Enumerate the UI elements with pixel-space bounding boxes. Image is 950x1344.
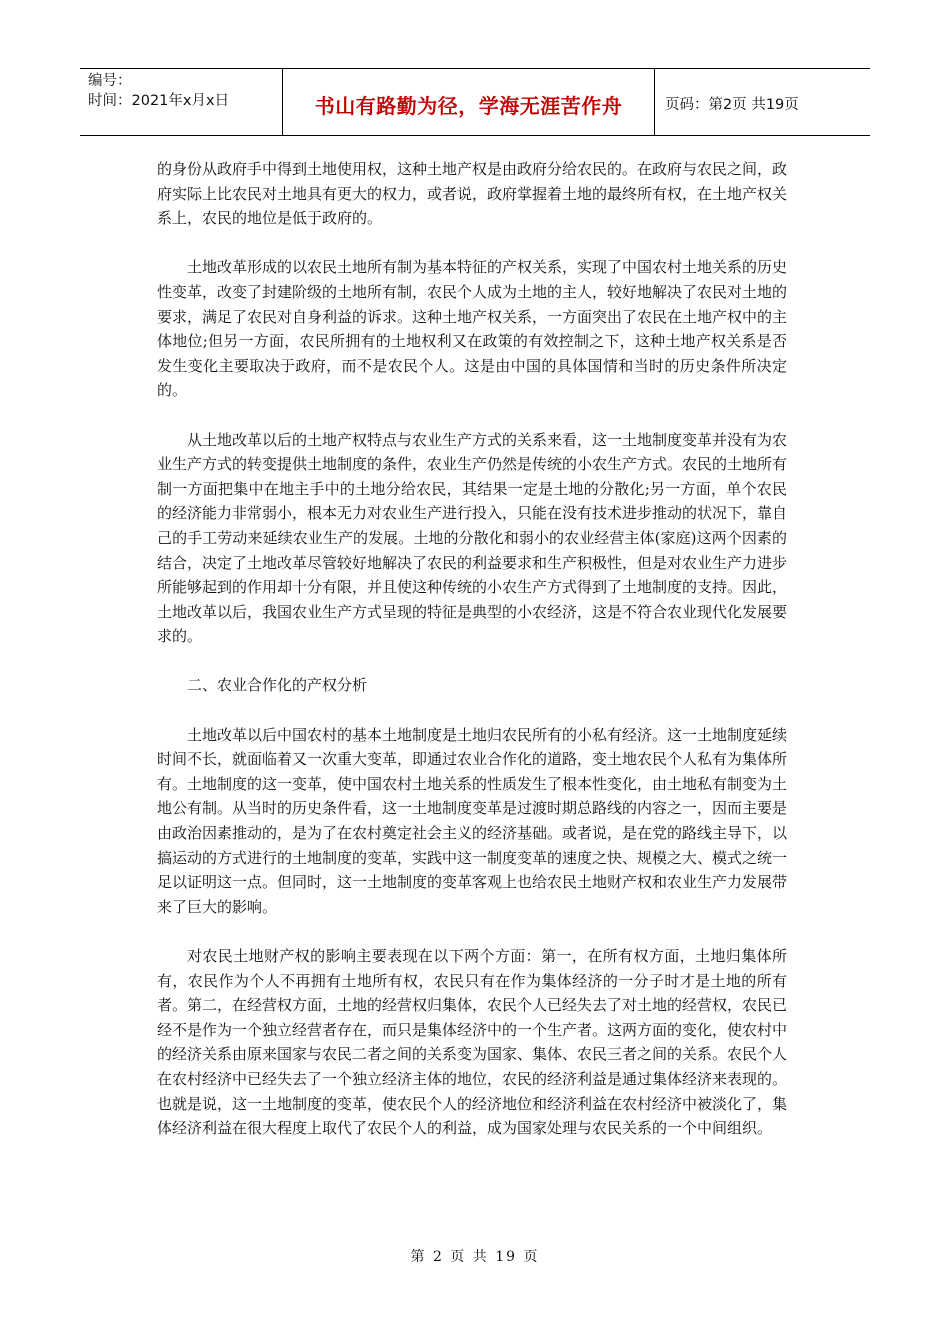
body-text	[157, 157, 787, 1165]
page-footer: 第 2 页 共 19 页	[410, 1249, 540, 1265]
header-meta	[80, 69, 283, 135]
document-date-label: 时间：2021年x月x日	[88, 93, 230, 109]
paragraph-continued: 的身份从政府手中得到土地使用权，这种土地产权是由政府分给农民的。在政府与农民之间，政府实际上比农民对土地具有更大的权力，或者说，政府掌握着土地的最终所有权，在土地产权关系上，农民的地位是低于政府的。	[157, 160, 788, 228]
paragraph: 土地改革以后中国农村的基本土地制度是土地归农民所有的小私有经济。这一土地制度延续时间不长，就面临着又一次重大变革，即通过农业合作化的道路，变土地农民个人私有为集体所有。土地制度的这一变革，使中国农村土地关系的性质发生了根本性变化，由土地私有制变为土地公有制。从当时的历史条件看，这一土地制度变革是过渡时期总路线的内容之一，因而主要是由政治因素推动的，是为了在农村奠定社会主义的经济基础。或者说，是在党的路线主导下，以搞运动的方式进行的土地制度的变革，实践中这一制度变革的速度之快、规模之大、模式之统一足以证明这一点。但同时，这一土地制度的变革客观上也给农民土地财产权和农业生产力发展带来了巨大的影响。	[157, 725, 788, 916]
header-motto: 书山有路勤为径，学海无涯苦作舟	[283, 69, 655, 135]
document-number-label: 编号：	[88, 73, 132, 89]
section-heading: 二、农业合作化的产权分析	[187, 676, 368, 695]
paragraph: 从土地改革以后的土地产权特点与农业生产方式的关系来看，这一土地制度变革并没有为农业生产方式的转变提供土地制度的条件，农业生产仍然是传统的小农生产方式。农民的土地所有制一方面把集中在地主手中的土地分给农民，其结果一定是土地的分散化;另一方面，单个农民的经济能力非常弱小，根本无力对农业生产进行投入，只能在没有技术进步推动的状况下，靠自己的手工劳动来延续农业生产的发展。土地的分散化和弱小的农业经营主体(家庭)这两个因素的结合，决定了土地改革尽管较好地解决了农民的利益要求和生产积极性，但是对农业生产力进步所能够起到的作用却十分有限，并且使这种传统的小农生产方式得到了土地制度的支持。因此，土地改革以后，我国农业生产方式呈现的特征是典型的小农经济，这是不符合农业现代化发展要求的。	[157, 430, 788, 646]
header-page-number: 页码：第2页 共19页	[665, 96, 799, 113]
page-header	[80, 68, 870, 136]
paragraph: 对农民土地财产权的影响主要表现在以下两个方面：第一，在所有权方面，土地归集体所有，农民作为个人不再拥有土地所有权，农民只有在作为集体经济的一分子时才是土地的所有者。第二，在经营权方面，土地的经营权归集体，农民个人已经失去了对土地的经营权，农民已经不是作为一个独立经营者存在，而只是集体经济中的一个生产者。这两方面的变化，使农村中的经济关系由原来国家与农民二者之间的关系变为国家、集体、农民三者之间的关系。农民个人在农村经济中已经失去了一个独立经济主体的地位，农民的经济利益是通过集体经济来表现的。也就是说，这一土地制度的变革，使农民个人的经济地位和经济利益在农村经济中被淡化了，集体经济利益在很大程度上取代了农民个人的利益，成为国家处理与农民关系的一个中间组织。	[157, 947, 788, 1138]
paragraph: 土地改革形成的以农民土地所有制为基本特征的产权关系，实现了中国农村土地关系的历史性变革，改变了封建阶级的土地所有制，农民个人成为土地的主人，较好地解决了农民对土地的要求，满足了农民对自身利益的诉求。这种土地产权关系，一方面突出了农民在土地产权中的主体地位;但另一方面，农民所拥有的土地权利又在政策的有效控制之下，这种土地产权关系是否发生变化主要取决于政府，而不是农民个人。这是由中国的具体国情和当时的历史条件所决定的。	[157, 258, 788, 400]
